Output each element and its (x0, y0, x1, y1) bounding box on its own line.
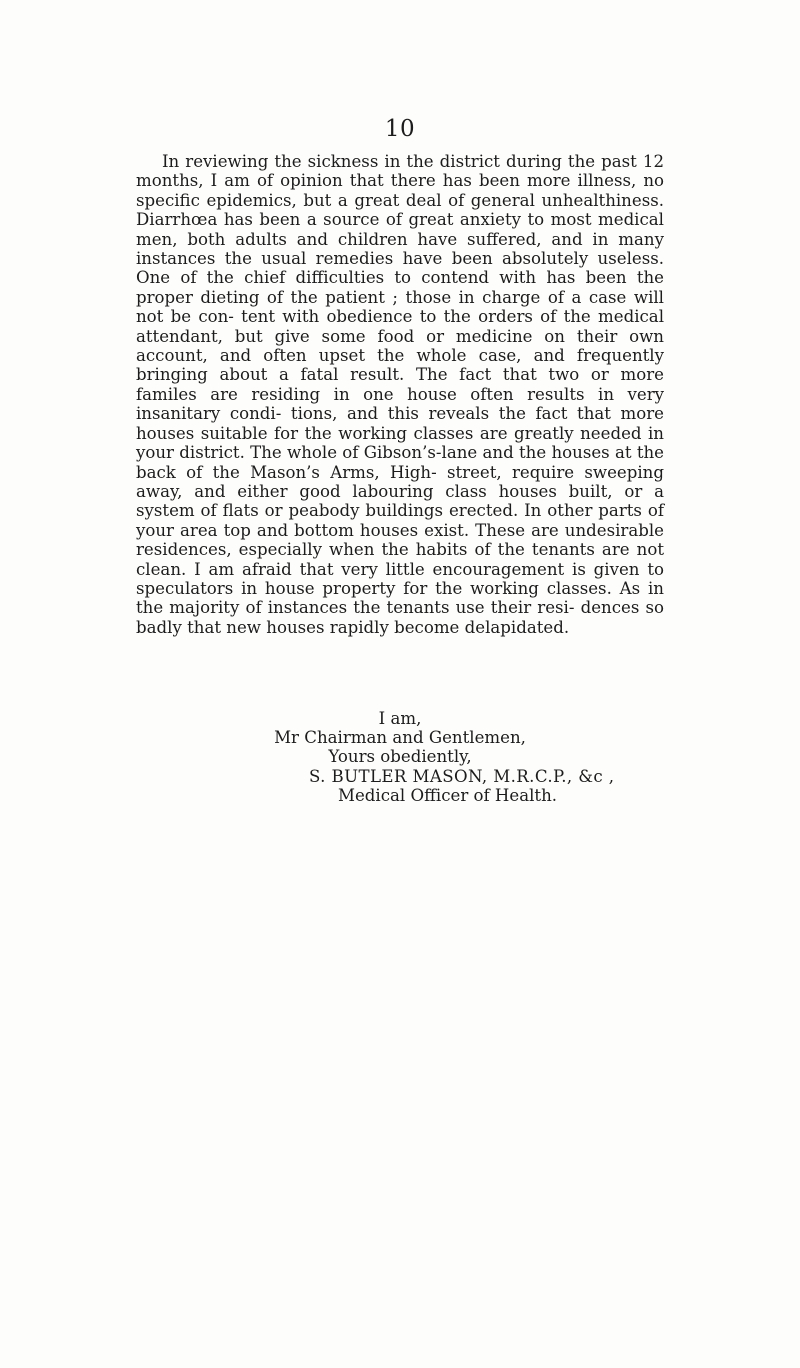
closing-line: I am, (378, 709, 422, 728)
signature-title: Medical Officer of Health. (338, 786, 558, 805)
salutation-line: Mr Chairman and Gentlemen, (274, 728, 526, 747)
report-paragraph: In reviewing the sickness in the district during the past 12 months, I am of opinion that there has been more illness, no specific epidemics, but a great deal of general unhealthiness. Diarrhœa has been a source of great anxiety to most medical men, both adults and children have suffered, and in many instances the usual remedies have been absolutely useless. One of the chief difficulties to contend with has been the proper dieting of the patient ; those in charge of a case will not be con- tent with obedience to the orders of the medical attendant, but give some food or medicine on their own account, and often upset the whole case, and frequently bringing about a fatal result. The fact that two or more familes are residing in one house often results in very insanitary condi- tions, and this reveals the fact that more houses suitable for the working classes are greatly needed in your district. The whole of Gibson’s-lane and the houses at the back of the Mason’s Arms, High- street, require sweeping away, and either good labouring class houses built, or a system of flats or peabody buildings erected. In other parts of your area top and bottom houses exist. These are undesirable residences, especially when the habits of the tenants are not clean. I am afraid that very little encouragement is given to speculators in house property for the working classes. As in the majority of instances the tenants use their resi- dences so badly that new houses rapidly become delapidated. (136, 152, 664, 637)
signature-name: S. BUTLER MASON, M.R.C.P., &c , (309, 767, 615, 786)
valediction-line: Yours obediently, (328, 747, 472, 766)
page-number: 10 (384, 116, 416, 142)
